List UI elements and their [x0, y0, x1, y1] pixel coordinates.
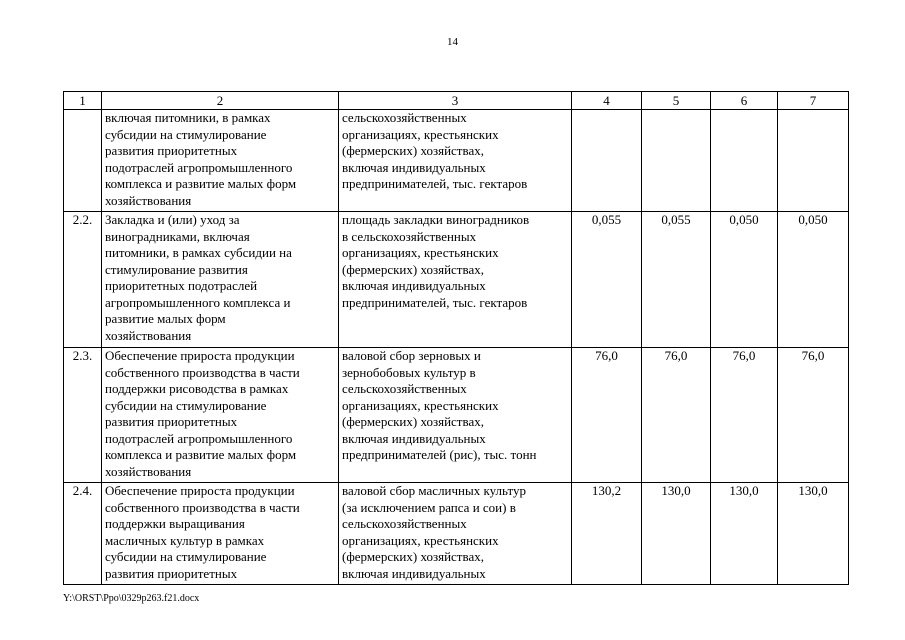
- row-number: 2.3.: [64, 348, 102, 483]
- row-number: 2.2.: [64, 212, 102, 348]
- value-cell: [778, 110, 849, 212]
- page-number: 14: [447, 36, 458, 48]
- event-cell: Обеспечение прироста продукции собственного производства в части поддержки выращивания масличных культур в рамках субсидии на стимулирование развития приоритетных: [102, 483, 339, 585]
- table-row: [64, 348, 849, 483]
- value-cell: 0,055: [642, 212, 711, 348]
- value-cell: 130,0: [642, 483, 711, 585]
- column-header: 3: [339, 92, 572, 110]
- event-cell: включая питомники, в рамках субсидии на стимулирование развития приоритетных подотраслей агропромышленного комплекса и развитие малых форм хозяйствования: [102, 110, 339, 212]
- event-cell: Закладка и (или) уход за виноградниками, включая питомники, в рамках субсидии на стимулирование развития приоритетных подотраслей агропромышленного комплекса и развитие малых форм хозяйствования: [102, 212, 339, 348]
- value-cell: 76,0: [572, 348, 642, 483]
- column-header: 5: [642, 92, 711, 110]
- column-header: 2: [102, 92, 339, 110]
- table-row: [64, 110, 849, 212]
- value-cell: 0,055: [572, 212, 642, 348]
- table-row: [64, 483, 849, 585]
- indicator-cell: сельскохозяйственных организациях, крестьянских (фермерских) хозяйствах, включая индивидуальных предпринимателей, тыс. гектаров: [339, 110, 572, 212]
- value-cell: [642, 110, 711, 212]
- indicator-cell: валовой сбор масличных культур (за исключением рапса и сои) в сельскохозяйственных организациях, крестьянских (фермерских) хозяйствах, включая индивидуальных: [339, 483, 572, 585]
- value-cell: [572, 110, 642, 212]
- value-cell: 0,050: [778, 212, 849, 348]
- column-header: 1: [64, 92, 102, 110]
- event-cell: Обеспечение прироста продукции собственного производства в части поддержки рисоводства в рамках субсидии на стимулирование развития приоритетных подотраслей агропромышленного комплекса и развитие малых форм хозяйствования: [102, 348, 339, 483]
- indicator-table: [63, 91, 849, 585]
- indicator-cell: валовой сбор зерновых и зернобобовых культур в сельскохозяйственных организациях, крестьянских (фермерских) хозяйствах, включая индивидуальных предпринимателей (рис), тыс. тонн: [339, 348, 572, 483]
- row-number: [64, 110, 102, 212]
- file-path-footer: Y:\ORST\Ppo\0329p263.f21.docx: [63, 593, 200, 604]
- value-cell: 76,0: [711, 348, 778, 483]
- value-cell: 130,0: [711, 483, 778, 585]
- column-header: 4: [572, 92, 642, 110]
- column-header: 6: [711, 92, 778, 110]
- indicator-cell: площадь закладки виноградников в сельскохозяйственных организациях, крестьянских (фермерских) хозяйствах, включая индивидуальных предпринимателей, тыс. гектаров: [339, 212, 572, 348]
- value-cell: [711, 110, 778, 212]
- value-cell: 76,0: [778, 348, 849, 483]
- value-cell: 130,0: [778, 483, 849, 585]
- table-row: [64, 212, 849, 348]
- value-cell: 0,050: [711, 212, 778, 348]
- row-number: 2.4.: [64, 483, 102, 585]
- value-cell: 76,0: [642, 348, 711, 483]
- column-header: 7: [778, 92, 849, 110]
- table-header-row: [64, 92, 849, 110]
- value-cell: 130,2: [572, 483, 642, 585]
